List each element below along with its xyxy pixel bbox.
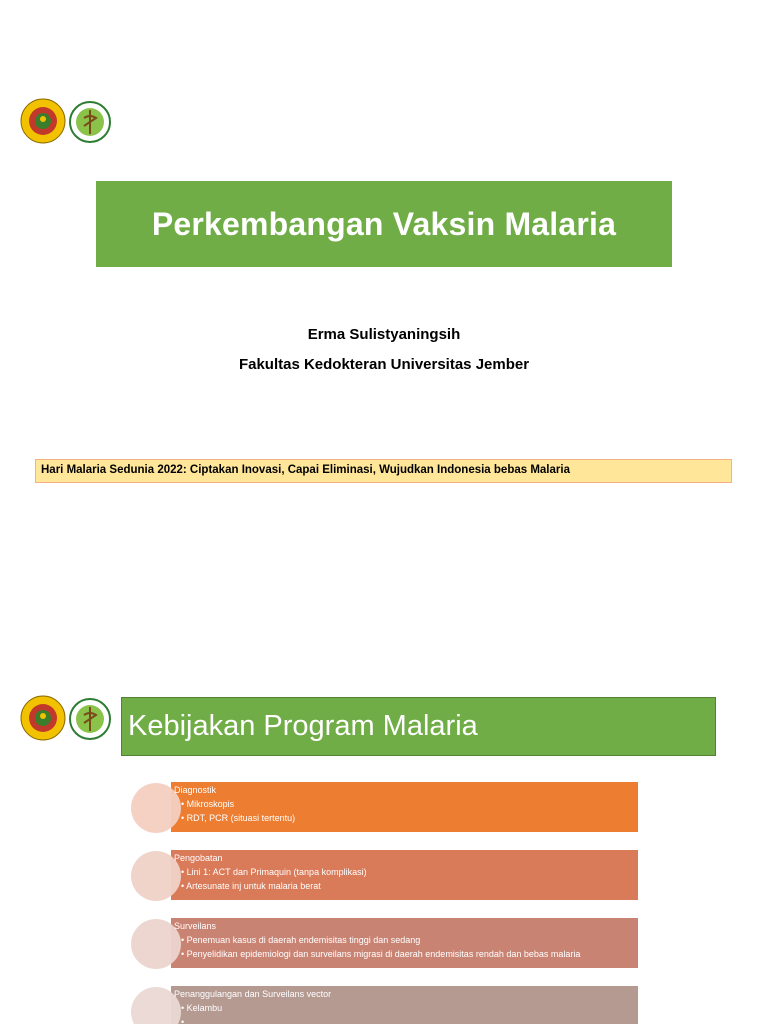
item-heading: Diagnostik bbox=[174, 785, 217, 795]
slide-2-title-bar bbox=[121, 697, 716, 756]
item-bullets bbox=[181, 865, 367, 893]
item-bullet: • Mikroskopis bbox=[181, 797, 295, 811]
item-bullets bbox=[181, 797, 295, 825]
author-name: Erma Sulistyaningsih bbox=[307, 326, 461, 343]
page-title: Perkembangan Vaksin Malaria bbox=[151, 205, 617, 242]
affiliation: Fakultas Kedokteran Universitas Jember bbox=[238, 356, 530, 373]
item-bullet: • Kelambu bbox=[181, 1001, 222, 1015]
item-heading: Surveilans bbox=[174, 921, 217, 931]
slide-2-title: Kebijakan Program Malaria bbox=[128, 710, 478, 742]
policy-item bbox=[171, 782, 638, 832]
tagline-banner: Hari Malaria Sedunia 2022: Ciptakan Inovasi, Capai Eliminasi, Wujudkan Indonesia bebas Malaria bbox=[35, 459, 732, 483]
item-bullet: • RDT, PCR (situasi tertentu) bbox=[181, 811, 295, 825]
item-bullet: • Penyelidikan epidemiologi dan surveilans migrasi di daerah endemisitas rendah dan bebas malaria bbox=[181, 947, 580, 961]
item-bullets bbox=[181, 933, 580, 961]
faculty-medicine-logo bbox=[68, 697, 112, 741]
slide-2 bbox=[0, 576, 768, 1024]
item-bullets bbox=[181, 1001, 222, 1024]
item-bullet bbox=[181, 1015, 222, 1024]
title-bar bbox=[96, 181, 672, 267]
item-heading: Pengobatan bbox=[174, 853, 223, 863]
policy-item bbox=[171, 850, 638, 900]
university-jember-logo bbox=[20, 98, 66, 144]
item-bullet: • Artesunate inj untuk malaria berat bbox=[181, 879, 367, 893]
faculty-medicine-logo bbox=[68, 100, 112, 144]
policy-item bbox=[171, 918, 638, 968]
item-heading: Penanggulangan dan Surveilans vector bbox=[174, 989, 332, 999]
item-bullet: • Penemuan kasus di daerah endemisitas tinggi dan sedang bbox=[181, 933, 580, 947]
university-jember-logo bbox=[20, 695, 66, 741]
item-bullet: • Lini 1: ACT dan Primaquin (tanpa komplikasi) bbox=[181, 865, 367, 879]
policy-item bbox=[171, 986, 638, 1024]
